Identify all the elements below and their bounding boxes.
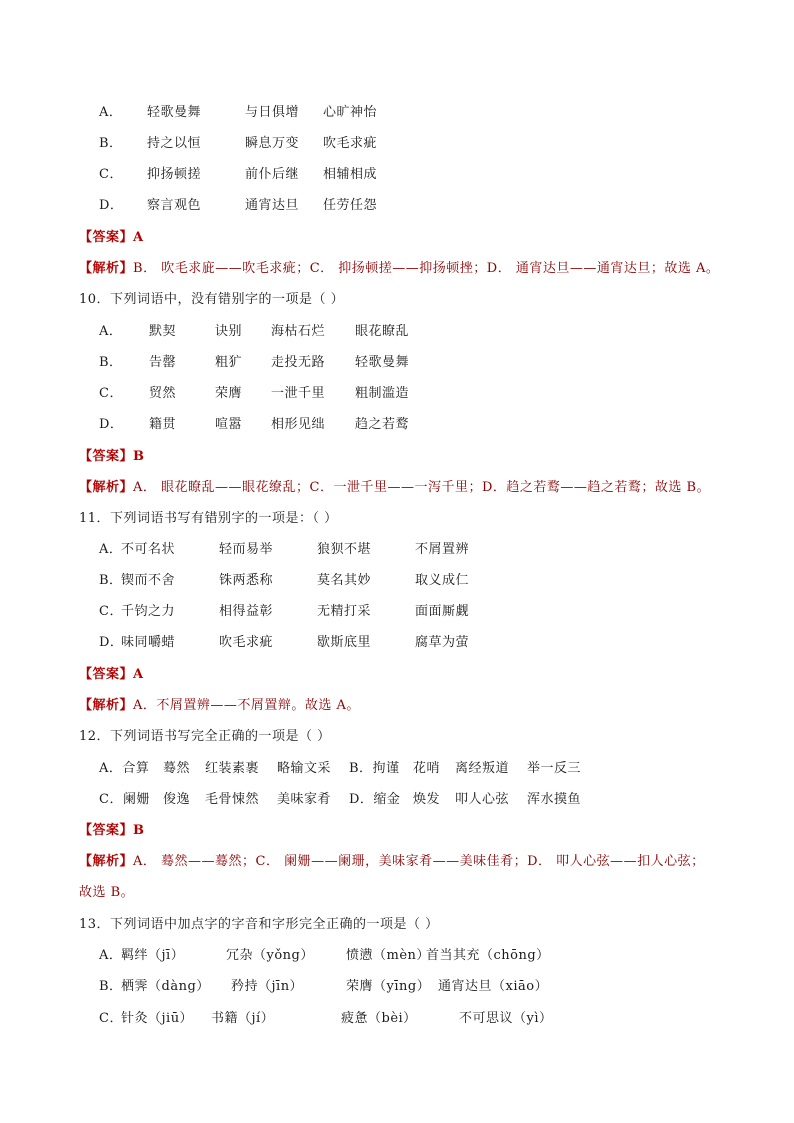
option-c: C．针灸（jiū） 书籍（jí） 疲惫（bèi） 不可思议（yì）: [99, 1011, 553, 1026]
option-b: B．栖霁（dàng） 矜持（jīn） 荣膺（yīng） 通宵达旦（xiāo）: [99, 979, 549, 994]
option-a: A． 默契 诀别 海枯石烂 眼花瞭乱: [99, 324, 410, 339]
question-13-stem: 13．下列词语中加点字的字音和字形完全正确的一项是（ ）: [79, 917, 439, 932]
question-12-stem: 12．下列词语书写完全正确的一项是（ ）: [79, 729, 331, 744]
explanation-continued: 故选 B。: [79, 885, 135, 900]
option-a: A．不可名状 轻而易举 狼狈不堪 不屑置辨: [99, 542, 470, 557]
option-c: C．千钧之力 相得益彰 无精打采 面面厮觑: [99, 604, 470, 619]
explanation: 【解析】A． 蓦然——蓦然；C． 阑姗——阑珊，美味家肴——美味佳肴；D． 叩人心弦——扣人心弦；: [79, 854, 705, 869]
options-c-d: C．阑姗 俊逸 毛骨悚然 美味家肴 D．缩金 焕发 叩人心弦 浑水摸鱼: [99, 792, 582, 807]
option-b: B． 告罄 粗犷 走投无路 轻歌曼舞: [99, 355, 410, 370]
option-b: B．锲而不舍 铢两悉称 莫名其妙 取义成仁: [99, 573, 470, 588]
option-a: A． 轻歌曼舞 与日俱增 心旷神怡: [99, 105, 378, 120]
option-d: D．味同嚼蜡 吹毛求疵 歇斯底里 腐草为萤: [99, 635, 470, 650]
answer-label: 【答案】B: [79, 823, 145, 838]
answer-label: 【答案】A: [79, 667, 144, 682]
option-a: A．羁绊（jī） 冗杂（yǒng） 愤懑（mèn）首当其充（chōng）: [99, 948, 550, 963]
option-b: B． 持之以恒 瞬息万变 吹毛求疵: [99, 136, 378, 151]
option-c: C． 抑扬顿搓 前仆后继 相辅相成: [99, 167, 378, 182]
explanation: 【解析】A． 眼花瞭乱——眼花缭乱；C．一泄千里——一泻千里；D．趋之若鹜——趋之若鹜；故选 B。: [79, 480, 711, 495]
question-11-stem: 11．下列词语书写有错别字的一项是：（ ）: [79, 511, 338, 526]
answer-label: 【答案】B: [79, 449, 145, 464]
option-d: D． 察言观色 通宵达旦 任劳任怨: [99, 198, 378, 213]
answer-label: 【答案】A: [79, 230, 144, 245]
options-a-b: A．合算 蓦然 红装素裹 略输文采 B．拘谨 花哨 离经叛道 举一反三: [99, 761, 582, 776]
explanation: 【解析】A．不屑置辨——不屑置辩。故选 A。: [79, 698, 360, 713]
option-c: C． 贸然 荣膺 一泄千里 粗制滥造: [99, 386, 410, 401]
explanation: 【解析】B． 吹毛求庛——吹毛求疵；C． 抑扬顿搓——抑扬顿挫；D． 通宵达旦——通宵达旦；故选 A。: [79, 261, 720, 276]
option-d: D． 籍贯 喧嚣 相形见绌 趋之若鹜: [99, 417, 410, 432]
question-10-stem: 10．下列词语中，没有错别字的一项是（ ）: [79, 292, 345, 307]
